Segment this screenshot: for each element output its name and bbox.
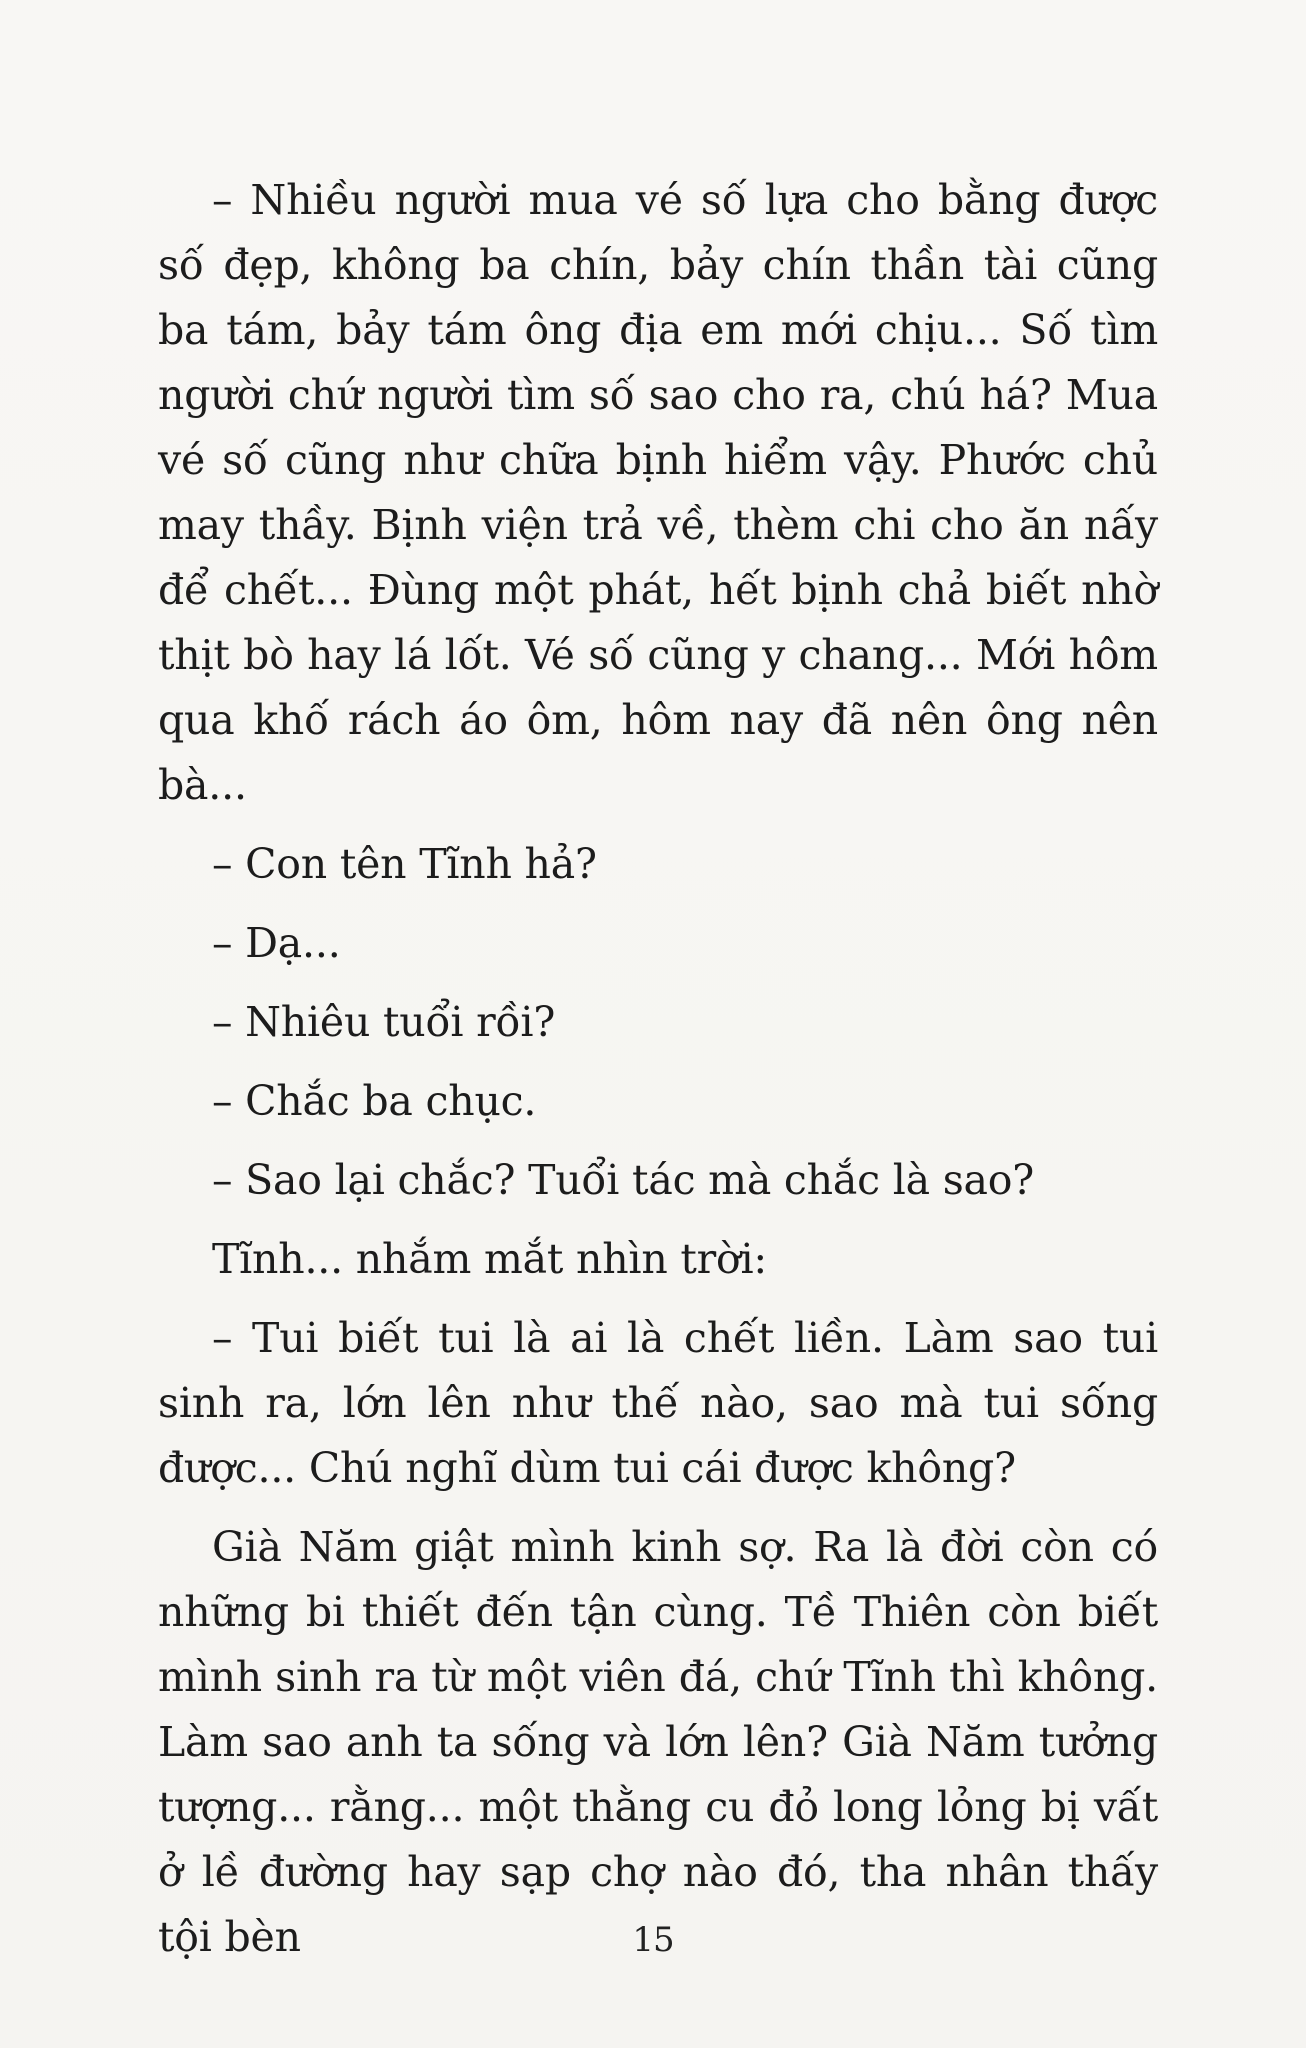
dialog-line-why-sure: – Sao lại chắc? Tuổi tác mà chắc là sao? [212,1156,1035,1204]
paragraph-gia-nam: Già Năm giật mình kinh sợ. Ra là đời còn có những bi thiết đến tận cùng. Tề Thiên còn biết mình sinh ra từ một viên đá, chứ Tĩnh thì không. Làm sao anh ta sống và lớn lên? Già Năm tưởng tượng... rằng... một thằng cu đỏ long lỏng bị vất ở lề đường hay sạp chợ nào đó, tha nhân thấy tội bèn [158,1523,1158,1961]
dialog-line-yes: – Dạ... [212,919,341,967]
dialog-line-name: – Con tên Tĩnh hả? [212,840,597,888]
narration-line-tinh: Tĩnh... nhắm mắt nhìn trời: [212,1235,768,1283]
paragraph-lottery-speech: – Nhiều người mua vé số lựa cho bằng được số đẹp, không ba chín, bảy chín thần tài cũng ba tám, bảy tám ông địa em mới chịu... Số tìm người chứ người tìm số sao cho ra, chú há? Mua vé số cũng như chữa bịnh hiểm vậy. Phước chủ may thầy. Bịnh viện trả về, thèm chi cho ăn nấy để chết... Đùng một phát, hết bịnh chả biết nhờ thịt bò hay lá lốt. Vé số cũng y chang... Mới hôm qua khố rách áo ôm, hôm nay đã nên ông nên bà... [158,176,1158,809]
dialog-line-age-question: – Nhiêu tuổi rồi? [212,998,556,1046]
page-number: 15 [632,1920,674,1960]
dialog-line-who-am-i: – Tui biết tui là ai là chết liền. Làm sao tui sinh ra, lớn lên như thế nào, sao mà tui sống được... Chú nghĩ dùm tui cái được không? [158,1314,1158,1492]
dialog-line-age-answer: – Chắc ba chục. [212,1077,537,1125]
body-text [158,168,1158,1970]
